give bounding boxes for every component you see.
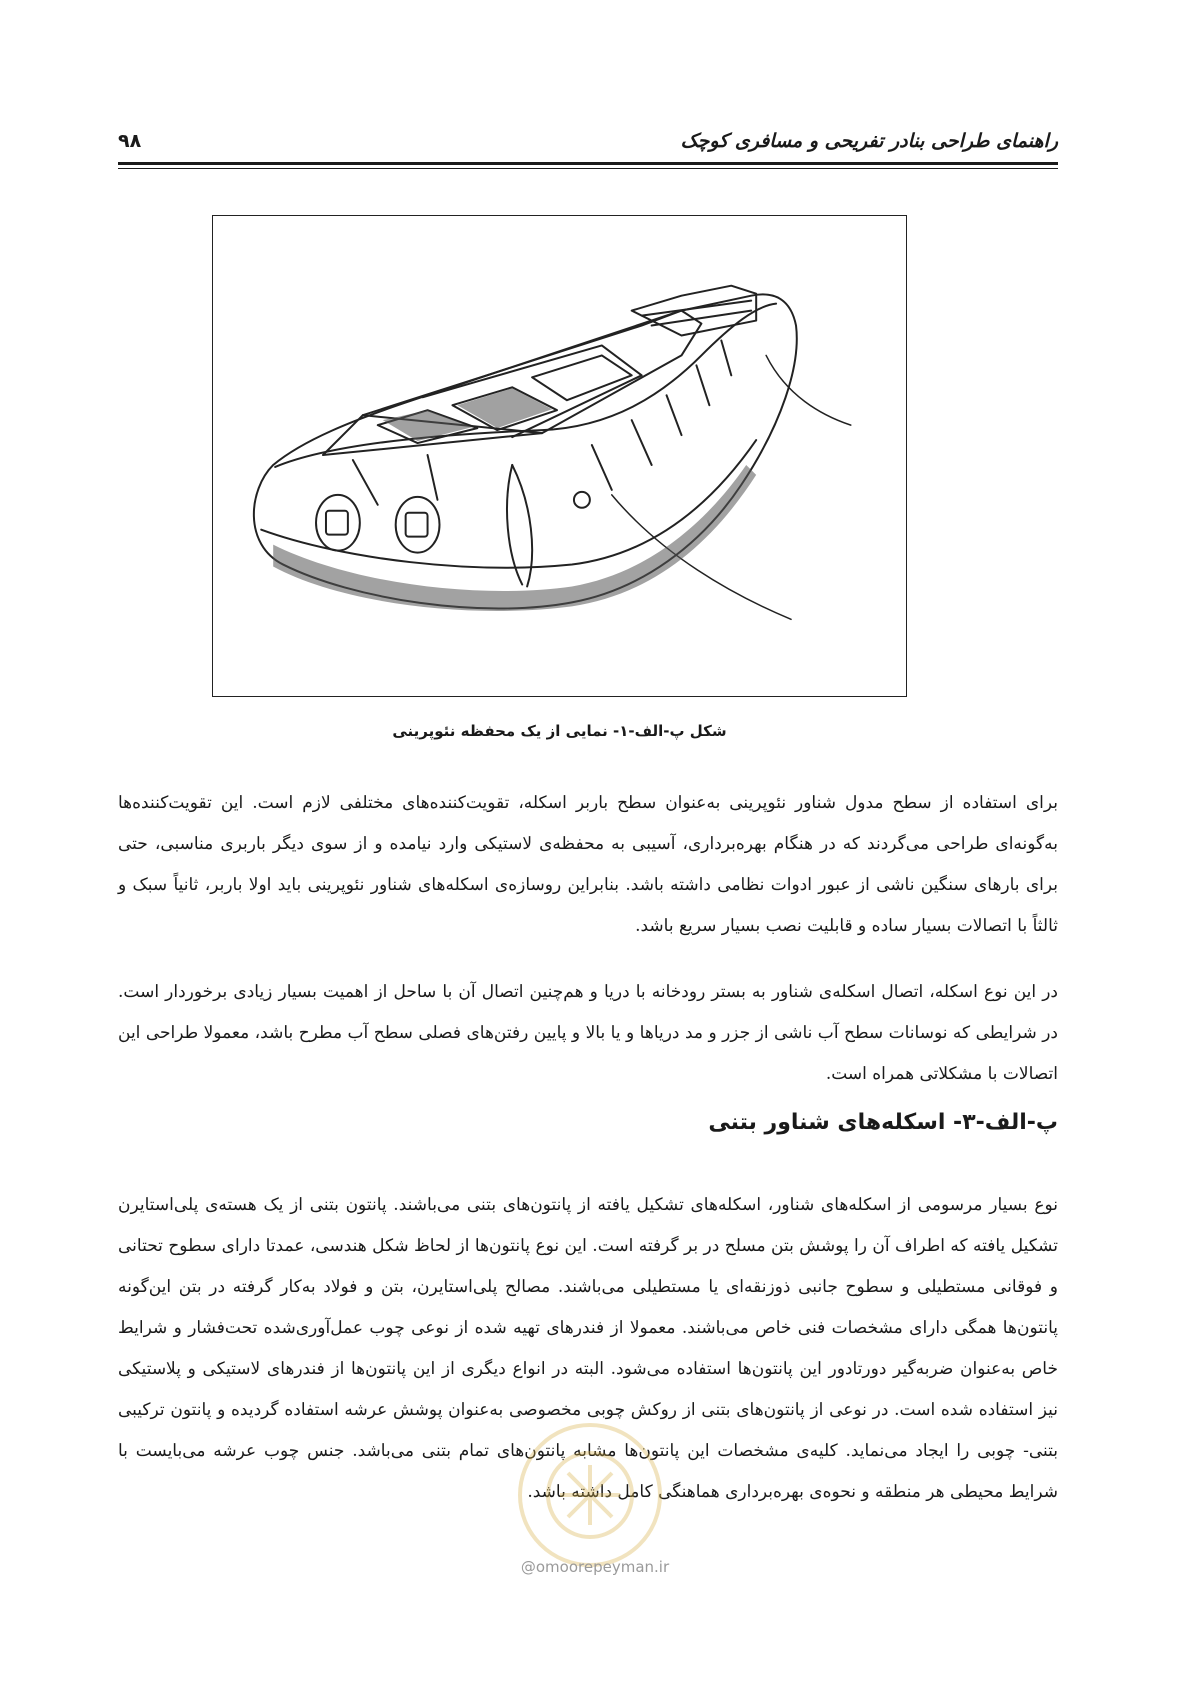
hull-shading bbox=[273, 388, 756, 611]
figure-frame bbox=[212, 215, 907, 697]
deck-frame bbox=[323, 311, 701, 455]
mooring-line bbox=[612, 495, 791, 619]
figure-caption: شکل پ-الف-۱- نمایی از یک محفظه نئوپرینی bbox=[392, 722, 727, 740]
hull-emblem bbox=[574, 492, 590, 508]
paragraph-neoprene-deck: برای استفاده از سطح مدول شناور نئوپرینی به‌عنوان سطح باربر اسکله، تقویت‌کننده‌های مختلفی لازم است. این تقویت‌کننده‌ها به‌گونه‌ای طراحی می‌گردند که در هنگام بهره‌برداری، آسیبی به محفظه‌ی لاستیکی وارد نیامده و از سوی دیگر باربری مناسبی، حتی برای بارهای سنگین ناشی از عبور ادوات نظامی داشته باشد. بنابراین روسازه‌ی اسکله‌های شناور نئوپرینی باید اولا باربر، ثانیاً سبک و ثالثاً با اتصالات بسیار ساده و قابلیت نصب بسیار سریع باشد. bbox=[118, 793, 1058, 936]
section-heading: پ-الف-۳- اسکله‌های شناور بتنی bbox=[708, 1110, 1058, 1136]
neoprene-float-illustration bbox=[213, 216, 906, 696]
bow-ring-left bbox=[316, 495, 360, 551]
bow-ring-left-plate bbox=[326, 511, 348, 535]
header-rule-thick bbox=[118, 162, 1058, 165]
hull-top-rim bbox=[275, 304, 776, 467]
bow-strap-2 bbox=[428, 455, 438, 500]
header-book-title: راهنمای طراحی بنادر تفریحی و مسافری کوچک bbox=[680, 130, 1058, 152]
paragraph-concrete-pontoons: نوع بسیار مرسومی از اسکله‌های شناور، اسکله‌های تشکیل یافته از پانتون‌های بتنی می‌باشند. پانتون بتنی از یک هسته‌ی پلی‌استایرن تشکیل یافته که اطراف آن را پوشش بتن مسلح در بر گرفته است. این نوع پانتون‌ها از لحاظ شکل هندسی، عمدتا دارای سطوح تحتانی و فوقانی مستطیلی و سطوح جانبی ذوزنقه‌ای یا مستطیلی می‌باشند. مصالح پلی‌استایرن، بتن و فولاد به‌کار گرفته در بتن این‌گونه پانتون‌ها همگی دارای مشخصات فنی خاص می‌باشند. معمولا از فندرهای تهیه شده از نوعی چوب عمل‌آوری‌شده تحت‌فشار و شرایط خاص به‌عنوان ضربه‌گیر دورتادور این پانتون‌ها استفاده می‌شود. البته در انواع دیگری از این پانتون‌ها از فندرهای لاستیکی و پلاستیکی نیز استفاده شده است. در نوعی از پانتون‌های بتنی از روکش چوبی مخصوصی به‌عنوان پوشش عرشه استفاده گردیده و پانتون ترکیبی بتنی- چوبی را ایجاد می‌نماید. کلیه‌ی مشخصات این پانتون‌ها مشابه پانتون‌های تمام بتنی می‌باشد. جنس چوب عرشه می‌بایست با شرایط محیطی هر منطقه و نحوه‌ی بهره‌برداری هماهنگی کامل داشته باشد. bbox=[118, 1195, 1058, 1502]
bow-ring-right-plate bbox=[406, 513, 428, 537]
bow-strap-1 bbox=[353, 460, 378, 505]
bow-ring-right bbox=[396, 497, 440, 553]
rear-frame bbox=[632, 286, 756, 336]
paragraph-connection: در این نوع اسکله، اتصال اسکله‌ی شناور به بستر رودخانه با دریا و هم‌چنین اتصال آن با ساحل از اهمیت بسیار زیادی برخوردار است. در شرایطی که نوسانات سطح آب ناشی از جزر و مد دریاها و یا بالا و پایین رفتن‌های فصلی سطح آب مطرح باشد، معمولا طراحی این اتصالات با مشکلاتی همراه است. bbox=[118, 982, 1058, 1084]
header-rule-thin bbox=[118, 168, 1058, 169]
page-number: ۹۸ bbox=[118, 130, 142, 152]
watermark-url: @omoorepeyman.ir bbox=[520, 1558, 670, 1576]
running-header bbox=[118, 130, 1058, 162]
